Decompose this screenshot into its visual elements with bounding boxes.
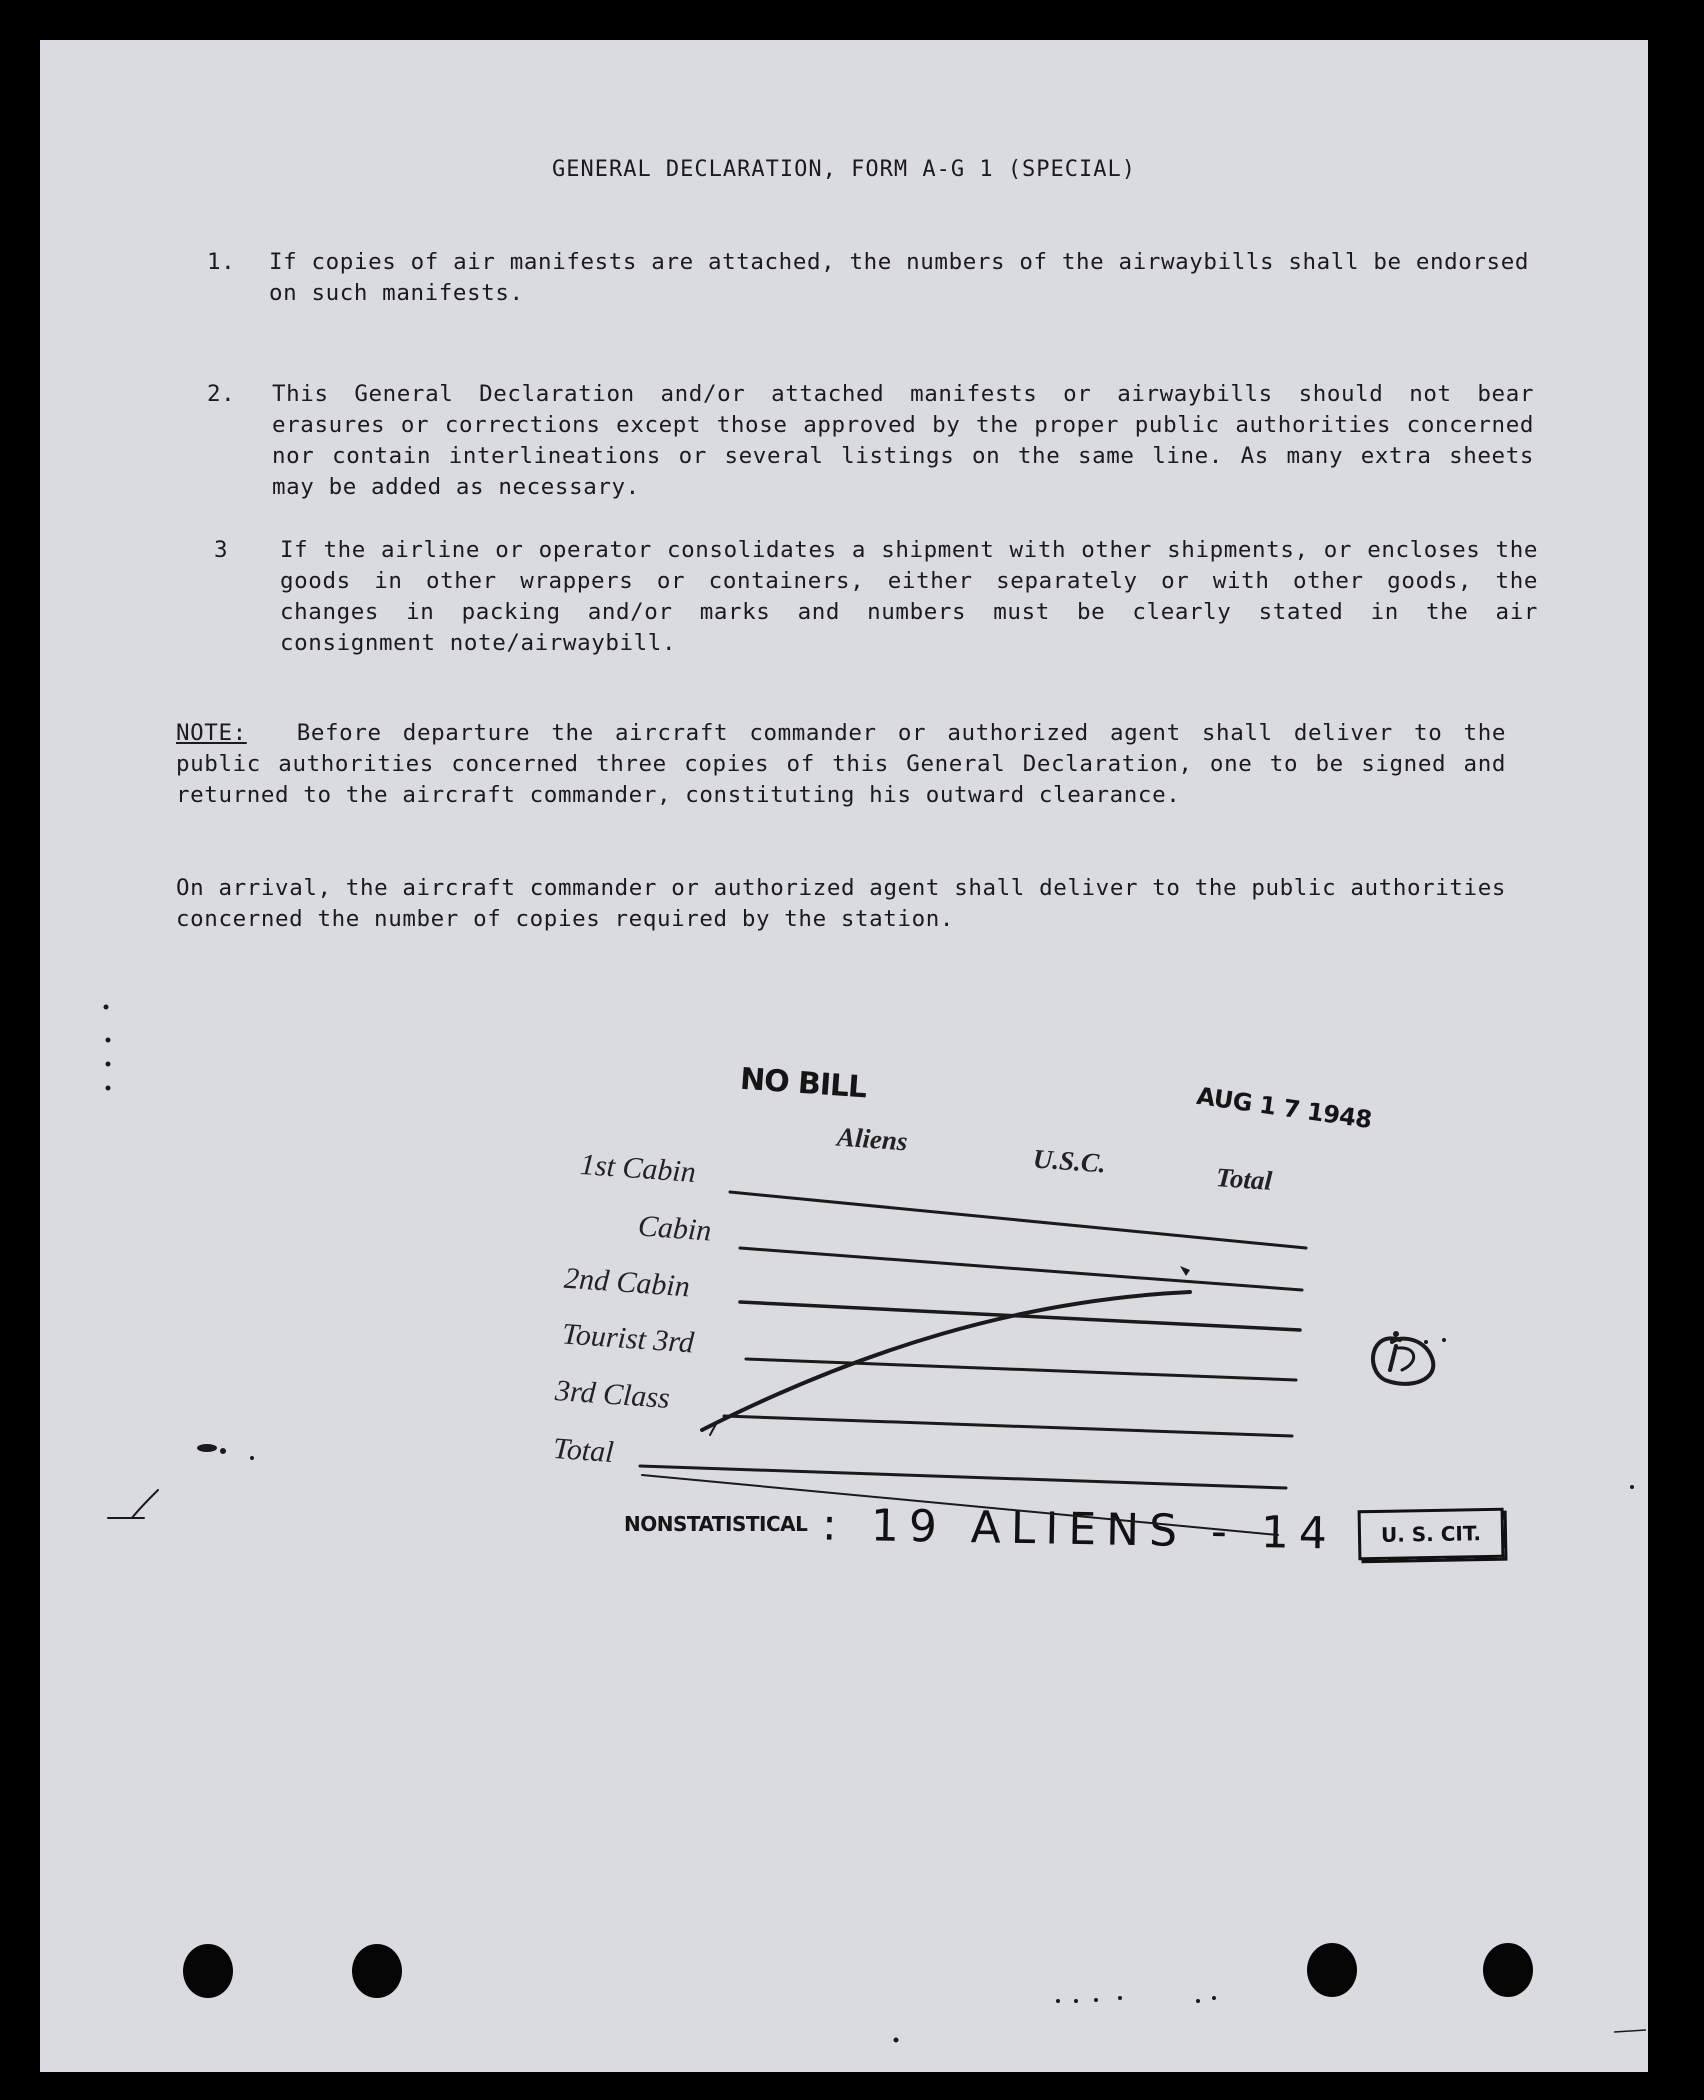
arrival-paragraph: On arrival, the aircraft commander or authorized agent shall deliver to the public authorities concerned the number of copies required by the station.	[176, 875, 1506, 932]
column-header-usc: U.S.C.	[1032, 1143, 1107, 1179]
note-text: Before departure the aircraft commander or authorized agent shall deliver to the public authorities concerned three copies of this General Declaration, one to be signed and returned to the aircraft commander, constituting his outward clearance.	[176, 720, 1506, 808]
no-bill-stamp: NO BILL	[738, 1061, 868, 1106]
form-title: GENERAL DECLARATION, FORM A-G 1 (SPECIAL)	[551, 157, 1137, 182]
item-text: If copies of air manifests are attached, the numbers of the airwaybills shall be endorsed on such manifests.	[269, 249, 1529, 306]
punch-hole	[1307, 1943, 1357, 1997]
punch-hole	[183, 1944, 233, 1998]
row-label-tourist-3rd: Tourist 3rd	[561, 1317, 696, 1360]
row-label-cabin: Cabin	[636, 1209, 713, 1248]
note-label: NOTE:	[176, 720, 247, 746]
date-stamp: AUG 1 7 1948	[1194, 1081, 1374, 1135]
stamp-lines	[40, 40, 1648, 2072]
row-label-3rd-class: 3rd Class	[554, 1374, 671, 1415]
column-header-total: Total	[1215, 1162, 1274, 1196]
item-number: 2.	[207, 381, 236, 407]
punch-hole	[352, 1944, 402, 1998]
row-label-total: Total	[551, 1431, 615, 1470]
column-header-aliens: Aliens	[836, 1121, 909, 1157]
item-text: This General Declaration and/or attached manifests or airwaybills should not bear erasures or corrections except those approved by the proper public authorities concerned nor contain interlineations or several listings on the same line. As many extra sheets may be added as necessary.	[272, 381, 1534, 500]
document-page	[40, 40, 1648, 2072]
punch-hole	[1483, 1943, 1533, 1997]
row-label-2nd-cabin: 2nd Cabin	[563, 1261, 691, 1304]
row-label-1st-cabin: 1st Cabin	[579, 1148, 697, 1190]
item-number: 1.	[207, 249, 236, 275]
nonstatistical-stamp: NONSTATISTICAL	[624, 1512, 808, 1536]
handwritten-alien-count: : 19 ALIENS - 14	[821, 1499, 1338, 1560]
item-number: 3	[214, 537, 229, 563]
us-citizen-stamp: U. S. CIT.	[1358, 1508, 1505, 1561]
item-text: If the airline or operator consolidates a shipment with other shipments, or encloses the goods in other wrappers or containers, either separately or with other goods, the changes in packing and/or marks and numbers must be clearly stated in the air consignment note/airwaybill.	[280, 537, 1538, 656]
